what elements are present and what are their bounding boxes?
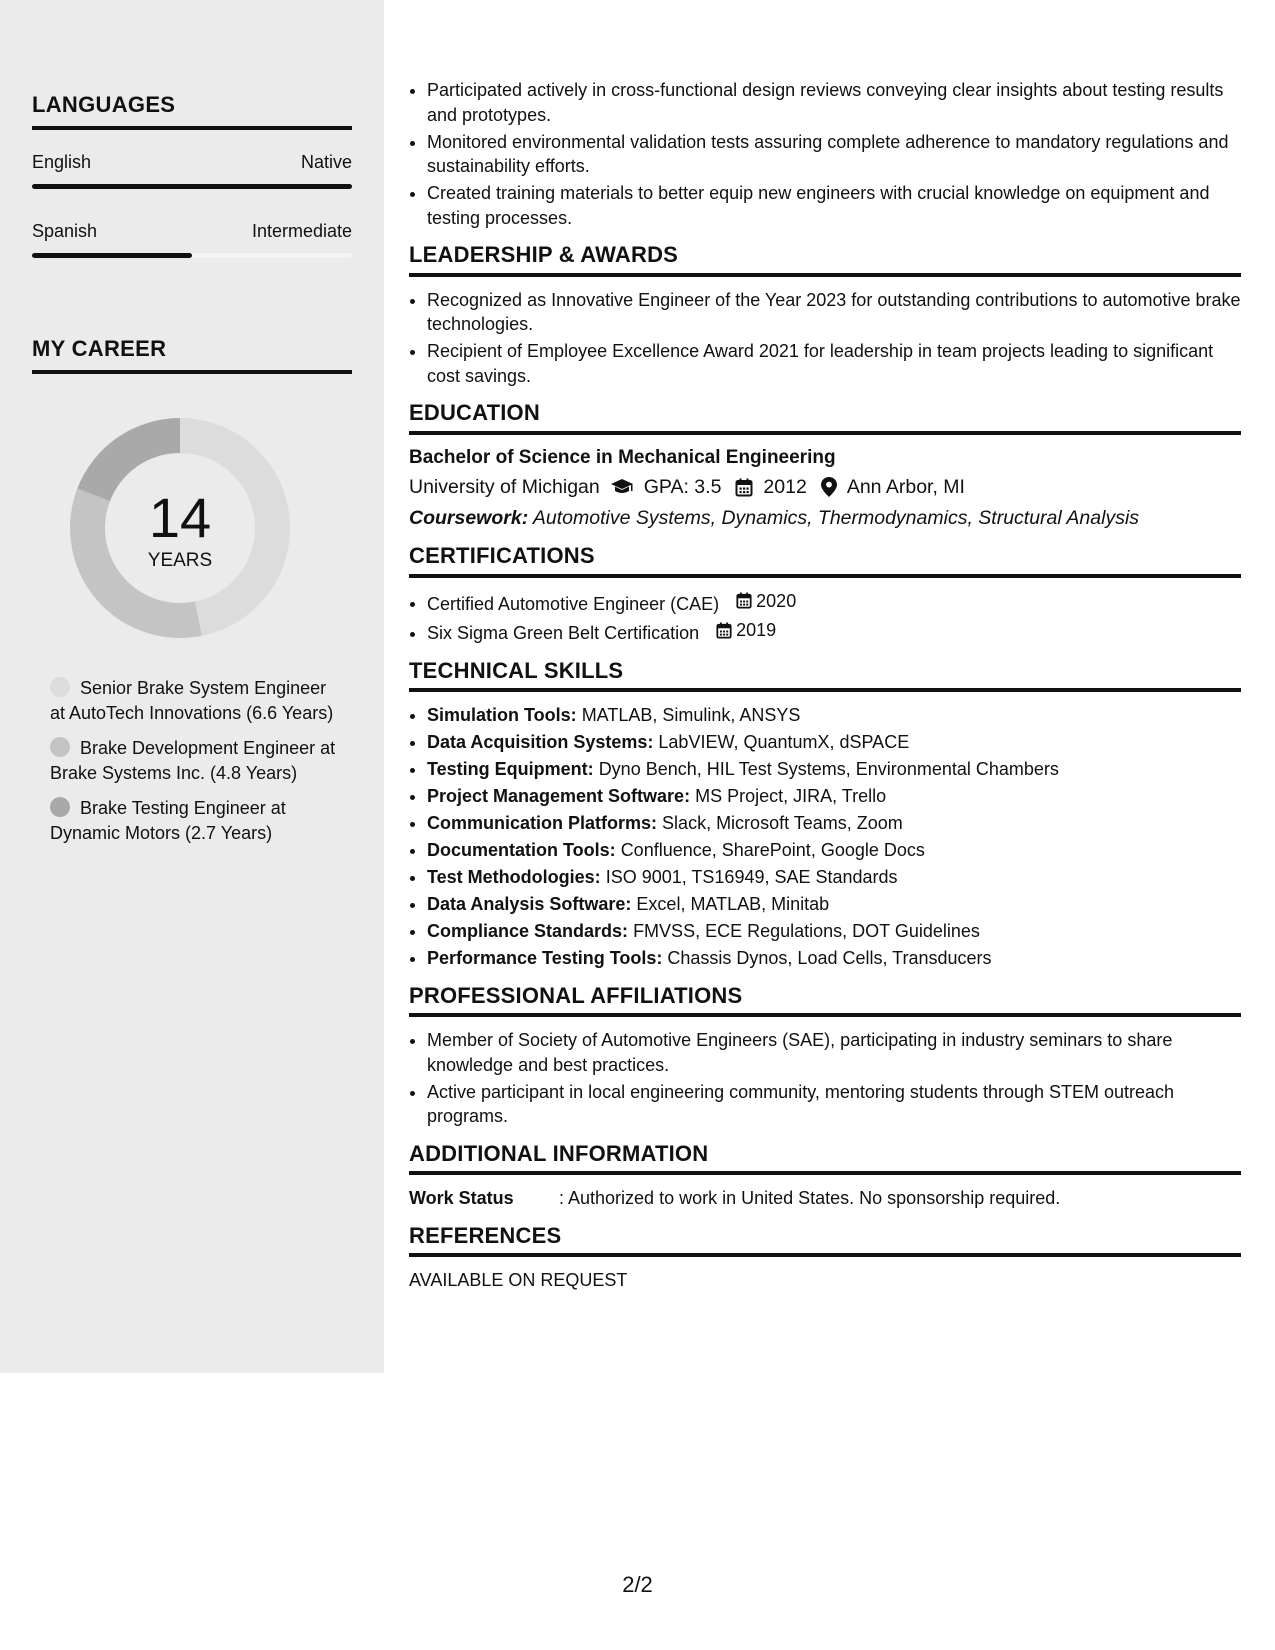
career-total-years: 14 xyxy=(148,486,212,549)
references-heading: REFERENCES xyxy=(409,1224,1241,1258)
list-item: • Participated actively in cross-functional design reviews conveying clear insights about testing results and prototypes. xyxy=(427,78,1241,127)
list-item xyxy=(427,865,1241,890)
leadership-heading: LEADERSHIP & AWARDS xyxy=(409,243,1241,277)
language-level: Intermediate xyxy=(251,221,352,241)
skill-value: Confluence, SharePoint, Google Docs xyxy=(620,840,925,860)
skill-value: MATLAB, Simulink, ANSYS xyxy=(581,705,801,725)
additional-info-heading: ADDITIONAL INFORMATION xyxy=(409,1142,1241,1176)
education-heading: EDUCATION xyxy=(409,401,1241,435)
list-item xyxy=(427,618,1241,645)
list-item xyxy=(427,919,1241,944)
skill-label: Compliance Standards: xyxy=(427,921,629,941)
skill-value: Dyno Bench, HIL Test Systems, Environmental Chambers xyxy=(598,759,1059,779)
career-heading: MY CAREER xyxy=(32,336,352,374)
list-item xyxy=(427,589,1241,616)
coursework-value: Automotive Systems, Dynamics, Thermodynamics, Structural Analysis xyxy=(532,506,1140,529)
language-name: Spanish xyxy=(32,221,98,241)
list-item xyxy=(427,811,1241,836)
language-name: English xyxy=(32,152,92,172)
skill-label: Documentation Tools: xyxy=(427,840,616,860)
list-item: • Active participant in local engineering community, mentoring students through STEM outreach programs. xyxy=(427,1080,1241,1129)
list-item xyxy=(427,703,1241,728)
certification-year: 2019 xyxy=(736,620,777,641)
legend-dot xyxy=(50,737,70,757)
legend-dot xyxy=(50,797,70,817)
work-status-value: : Authorized to work in United States. No sponsorship required. xyxy=(559,1188,1061,1208)
language-bar-english xyxy=(32,184,352,189)
language-row-spanish xyxy=(32,221,352,242)
skill-label: Data Acquisition Systems: xyxy=(427,732,654,752)
leadership-list xyxy=(427,288,1241,389)
skill-label: Simulation Tools: xyxy=(427,705,577,725)
skill-label: Data Analysis Software: xyxy=(427,894,632,914)
education-school: University of Michigan xyxy=(409,476,600,498)
list-item: • Recipient of Employee Excellence Award 2021 for leadership in team projects leading to significant cost savings. xyxy=(427,339,1241,388)
skill-value: Chassis Dynos, Load Cells, Transducers xyxy=(667,948,992,968)
language-bar-fill xyxy=(32,253,192,258)
legend-dot xyxy=(50,677,70,697)
skill-label: Performance Testing Tools: xyxy=(427,948,663,968)
education-location: Ann Arbor, MI xyxy=(846,476,965,498)
skill-value: MS Project, JIRA, Trello xyxy=(695,786,887,806)
skill-label: Communication Platforms: xyxy=(427,813,658,833)
calendar-icon xyxy=(716,622,732,639)
languages-heading: LANGUAGES xyxy=(32,92,352,130)
list-item xyxy=(427,946,1241,971)
skill-value: LabVIEW, QuantumX, dSPACE xyxy=(658,732,910,752)
skill-value: ISO 9001, TS16949, SAE Standards xyxy=(605,867,898,887)
certification-name: Six Sigma Green Belt Certification xyxy=(427,623,700,643)
list-item xyxy=(427,757,1241,782)
skill-label: Testing Equipment: xyxy=(427,759,594,779)
career-years-label: YEARS xyxy=(147,550,213,571)
list-item xyxy=(427,730,1241,755)
list-item: • Recognized as Innovative Engineer of the Year 2023 for outstanding contributions to automotive brake technologies. xyxy=(427,288,1241,337)
experience-bullets xyxy=(427,78,1241,230)
skill-value: FMVSS, ECE Regulations, DOT Guidelines xyxy=(633,921,980,941)
career-item-text: Senior Brake System Engineer at AutoTech Innovations (6.6 Years) xyxy=(50,678,334,723)
certification-year: 2020 xyxy=(756,590,797,611)
career-item xyxy=(50,736,340,785)
education-degree: Bachelor of Science in Mechanical Engineering xyxy=(409,446,836,468)
career-legend xyxy=(50,676,340,856)
main-content xyxy=(409,78,1241,1293)
education-year: 2012 xyxy=(763,476,807,498)
skill-label: Project Management Software: xyxy=(427,786,691,806)
list-item: • Monitored environmental validation tests assuring complete adherence to mandatory regulations and sustainability efforts. xyxy=(427,130,1241,179)
map-pin-icon xyxy=(821,477,837,497)
career-item xyxy=(50,796,340,845)
graduation-cap-icon xyxy=(610,478,634,496)
affiliations-list xyxy=(427,1028,1241,1129)
language-row-english xyxy=(32,152,352,173)
list-item: • Created training materials to better equip new engineers with crucial knowledge on equipment and testing processes. xyxy=(427,181,1241,230)
list-item xyxy=(427,838,1241,863)
education-gpa: GPA: 3.5 xyxy=(643,476,722,498)
sidebar xyxy=(0,0,384,1373)
affiliations-heading: PROFESSIONAL AFFILIATIONS xyxy=(409,984,1241,1018)
certification-name: Certified Automotive Engineer (CAE) xyxy=(427,593,720,614)
certifications-list xyxy=(427,589,1241,646)
language-bar-fill xyxy=(32,184,352,189)
list-item xyxy=(427,784,1241,809)
coursework-label: Coursework: xyxy=(409,506,529,529)
calendar-icon xyxy=(735,478,753,497)
page-number: 2/2 xyxy=(622,1572,653,1597)
list-item xyxy=(427,892,1241,917)
references-text: AVAILABLE ON REQUEST xyxy=(409,1270,628,1290)
education-coursework xyxy=(409,506,1241,531)
certifications-heading: CERTIFICATIONS xyxy=(409,544,1241,578)
skills-list xyxy=(427,703,1241,971)
calendar-icon xyxy=(736,592,752,609)
career-item-text: Brake Development Engineer at Brake Systems Inc. (4.8 Years) xyxy=(50,738,336,783)
language-bar-spanish xyxy=(32,253,352,258)
education-details xyxy=(409,475,1241,500)
language-level: Native xyxy=(300,152,352,172)
skill-label: Test Methodologies: xyxy=(427,867,601,887)
skill-value: Slack, Microsoft Teams, Zoom xyxy=(662,813,903,833)
career-item xyxy=(50,676,340,725)
work-status-label: Work Status xyxy=(409,1188,514,1208)
career-item-text: Brake Testing Engineer at Dynamic Motors (2.7 Years) xyxy=(50,798,286,843)
skill-value: Excel, MATLAB, Minitab xyxy=(636,894,830,914)
work-status-row xyxy=(409,1186,1241,1211)
skills-heading: TECHNICAL SKILLS xyxy=(409,659,1241,693)
list-item: • Member of Society of Automotive Engineers (SAE), participating in industry seminars to share knowledge and best practices. xyxy=(427,1028,1241,1077)
